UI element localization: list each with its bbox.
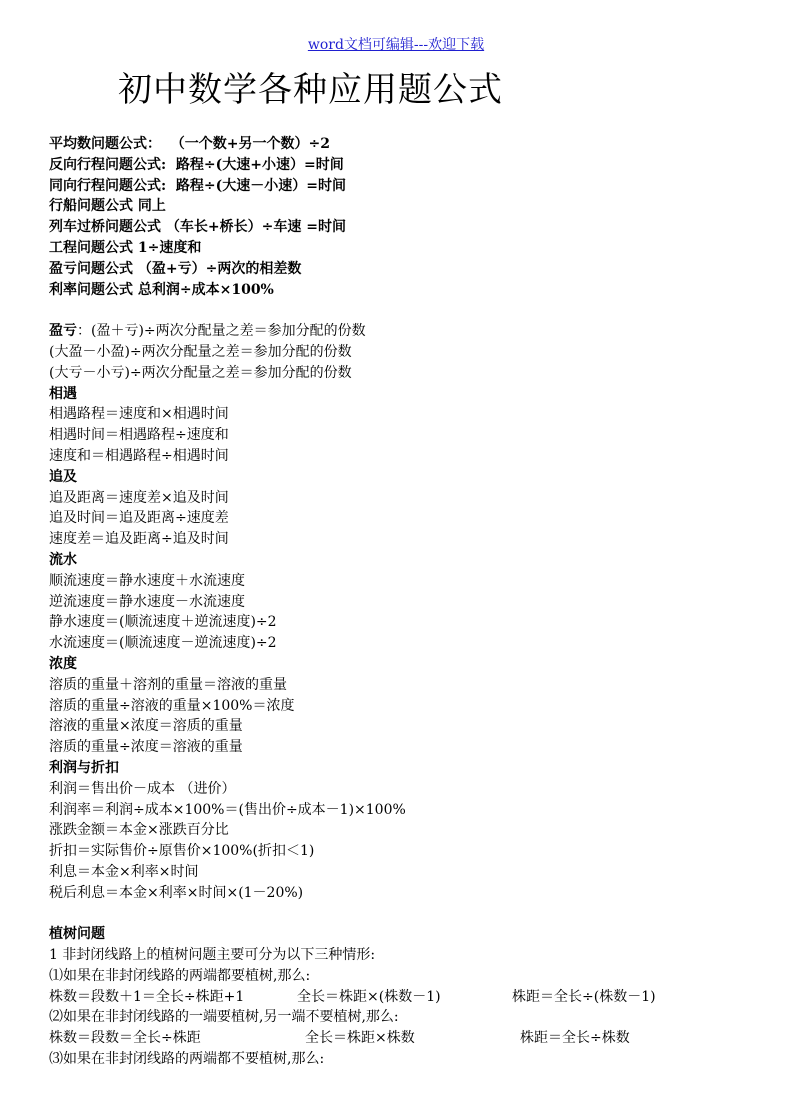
- summary-line: 平均数问题公式： （一个数+另一个数）÷2: [49, 136, 330, 152]
- trees-case: ⑶如果在非封闭线路的两端都不要植树,那么:: [49, 1051, 325, 1068]
- formula-line: (大亏－小亏)÷两次分配量之差＝参加分配的份数: [49, 364, 352, 381]
- formula-line: 利润＝售出价－成本 （进价）: [49, 780, 236, 797]
- header-link[interactable]: word文档可编辑---欢迎下载: [307, 37, 485, 53]
- formula-summary: [49, 134, 769, 1070]
- formula-cell: 全长＝株距×株数: [305, 1030, 415, 1047]
- trees-case: ⑵如果在非封闭线路的一端要植树,另一端不要植树,那么:: [49, 1009, 399, 1026]
- section-heading: 浓度: [49, 655, 77, 672]
- trees-intro: 1 非封闭线路上的植树问题主要可分为以下三种情形:: [49, 947, 376, 964]
- formula-cell: 株数＝段数＝全长÷株距: [49, 1030, 201, 1047]
- page-title: 初中数学各种应用题公式: [118, 70, 503, 110]
- formula-row: [49, 987, 769, 1008]
- section-heading: 利润与折扣: [49, 759, 119, 776]
- summary-line: 工程问题公式 1÷速度和: [49, 239, 202, 256]
- summary-line: 列车过桥问题公式 （车长+桥长）÷车速 =时间: [49, 219, 346, 236]
- section-heading: 流水: [49, 551, 77, 568]
- formula-line: 利息＝本金×利率×时间: [49, 863, 199, 880]
- formula-line: 追及时间＝追及距离÷速度差: [49, 510, 229, 527]
- trees-case: ⑴如果在非封闭线路的两端都要植树,那么:: [49, 967, 311, 984]
- formula-line: 溶液的重量×浓度＝溶质的重量: [49, 718, 243, 735]
- formula-line: 溶质的重量÷溶液的重量×100%＝浓度: [49, 697, 295, 714]
- formula-line: 速度和＝相遇路程÷相遇时间: [49, 447, 229, 464]
- formula-cell: 全长＝株距×(株数－1): [297, 988, 441, 1005]
- formula-line: 逆流速度＝静水速度－水流速度: [49, 593, 245, 610]
- formula-cell: 株数＝段数＋1＝全长÷株距+1: [49, 988, 245, 1005]
- formula-line: 利润率＝利润÷成本×100%＝(售出价÷成本－1)×100%: [49, 801, 406, 818]
- formula-line: 折扣＝实际售价÷原售价×100%(折扣＜1): [49, 843, 315, 860]
- formula-line: 溶质的重量÷浓度＝溶液的重量: [49, 739, 243, 756]
- yingkui-label: 盈亏: [49, 323, 77, 340]
- yingkui-first: ：(盈＋亏)÷两次分配量之差＝参加分配的份数: [77, 323, 366, 340]
- formula-line: 顺流速度＝静水速度＋水流速度: [49, 572, 245, 589]
- formula-line: 静水速度＝(顺流速度＋逆流速度)÷2: [49, 614, 277, 631]
- formula-line: 水流速度＝(顺流速度－逆流速度)÷2: [49, 635, 277, 652]
- formula-line: 速度差＝追及距离÷追及时间: [49, 531, 229, 548]
- section-heading: 相遇: [49, 385, 77, 402]
- yingkui-line: [49, 321, 769, 342]
- summary-line: 同向行程问题公式: 路程÷(大速－小速）=时间: [49, 177, 346, 194]
- section-heading: 追及: [49, 468, 77, 485]
- summary-line: 行船问题公式 同上: [49, 198, 166, 215]
- formula-line: (大盈－小盈)÷两次分配量之差＝参加分配的份数: [49, 343, 352, 360]
- formula-row: [49, 1028, 769, 1049]
- summary-line: 盈亏问题公式 （盈+亏）÷两次的相差数: [49, 260, 302, 277]
- formula-line: 追及距离＝速度差×追及时间: [49, 489, 229, 506]
- formula-line: 涨跌金额＝本金×涨跌百分比: [49, 822, 229, 839]
- summary-line: 利率问题公式 总利润÷成本×100%: [49, 281, 274, 298]
- formula-cell: 株距＝全长÷(株数－1): [512, 988, 656, 1005]
- formula-line: 溶质的重量＋溶剂的重量＝溶液的重量: [49, 676, 287, 693]
- section-heading: 植树问题: [49, 926, 105, 943]
- formula-line: 税后利息＝本金×利率×时间×(1－20%): [49, 884, 304, 901]
- summary-line: 反向行程问题公式: 路程÷(大速+小速）=时间: [49, 156, 344, 173]
- formula-cell: 株距＝全长÷株数: [520, 1030, 630, 1047]
- formula-line: 相遇路程＝速度和×相遇时间: [49, 406, 229, 423]
- formula-line: 相遇时间＝相遇路程÷速度和: [49, 427, 229, 444]
